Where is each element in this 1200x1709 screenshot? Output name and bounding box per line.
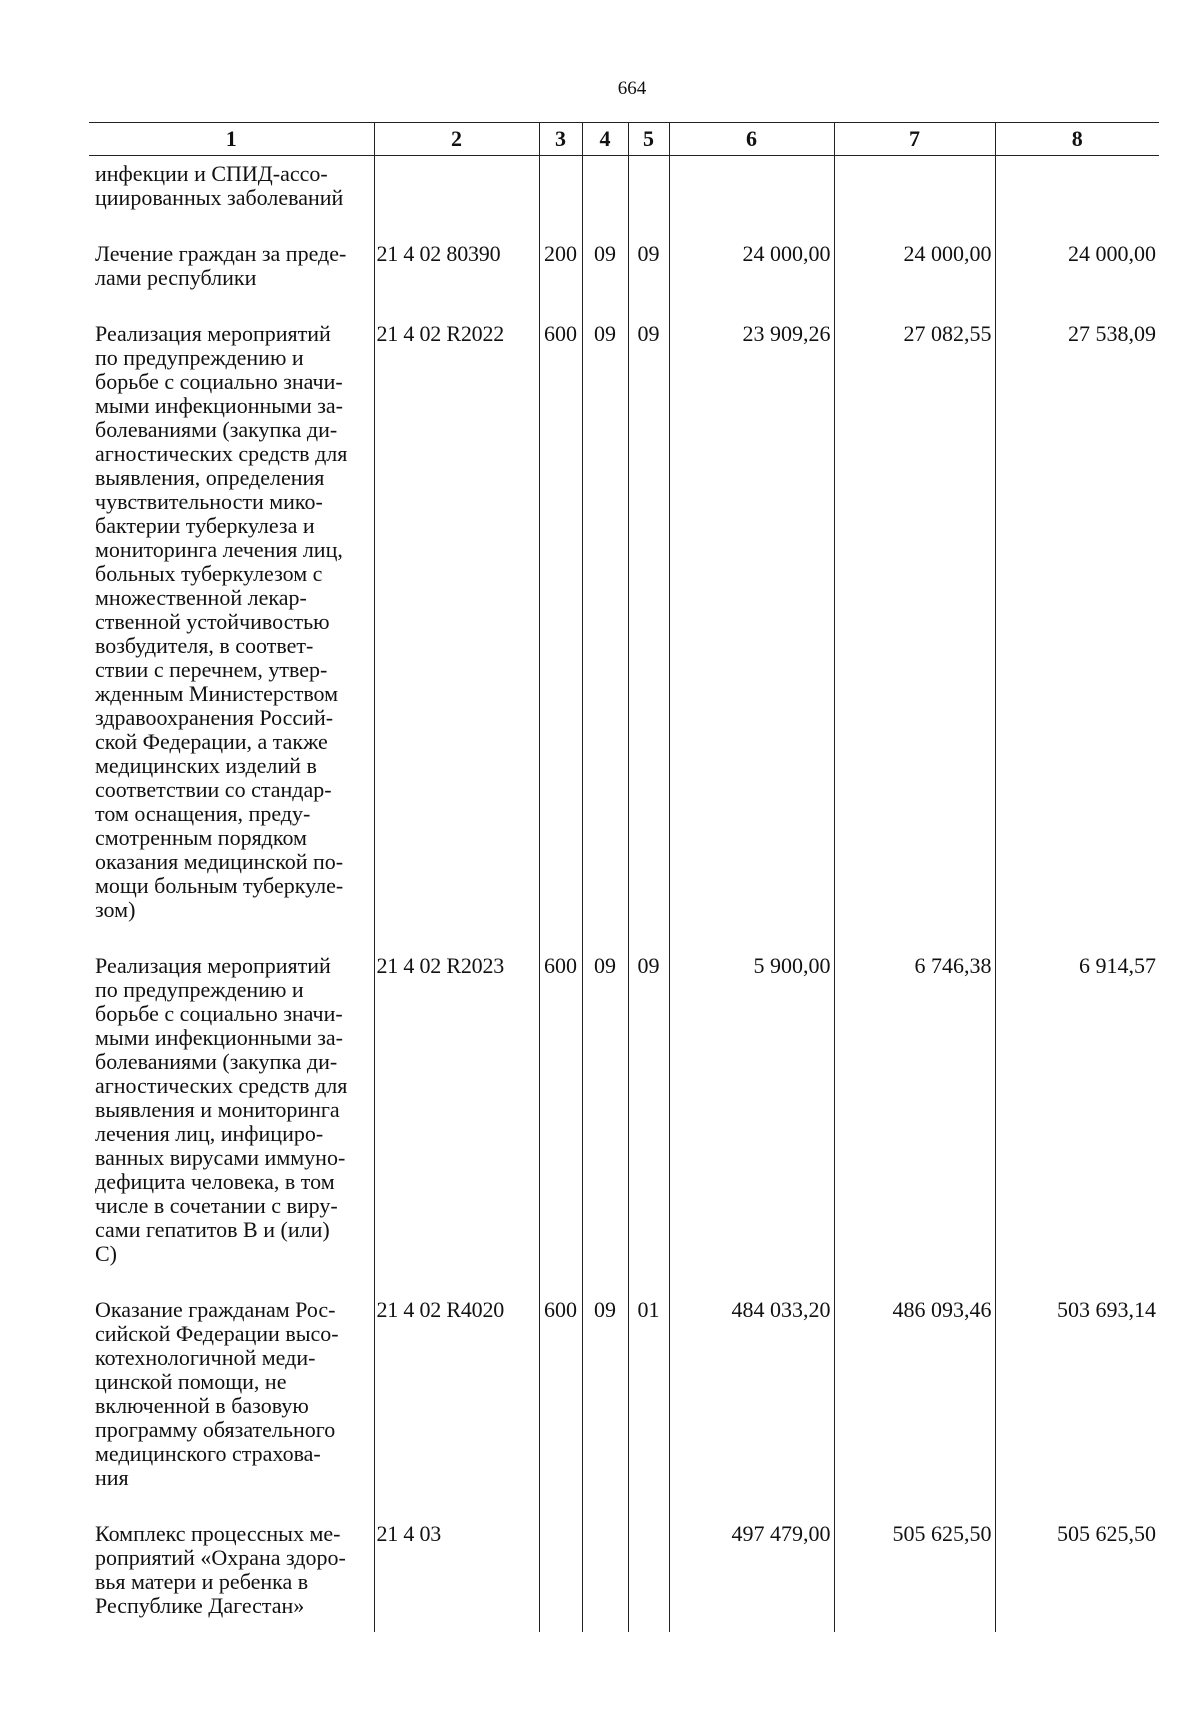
item-name-line: здравоохранения Россий- — [95, 705, 334, 730]
classification-code-cell — [374, 156, 539, 237]
item-name-line: инфекции и СПИД-ассо- — [95, 161, 328, 186]
subsection-cell — [628, 1516, 669, 1632]
amount-column-7-cell: 27 082,55 — [834, 316, 995, 948]
item-name-line: ствии с перечнем, утвер- — [95, 657, 328, 682]
item-name-line: мощи больным туберкуле- — [95, 873, 344, 898]
subsection-cell: 09 — [628, 316, 669, 948]
column-header-2: 2 — [374, 123, 539, 156]
amount-column-8-cell: 503 693,14 — [995, 1292, 1159, 1516]
item-name-line: включенной в базовую — [95, 1393, 309, 1418]
budget-table — [89, 122, 1159, 1632]
item-name-line: чувствительности мико- — [95, 489, 323, 514]
amount-column-8-cell: 27 538,09 — [995, 316, 1159, 948]
classification-code-cell: 21 4 03 — [374, 1516, 539, 1632]
item-name-line: борьбе с социально значи- — [95, 1001, 343, 1026]
item-name-line: Республике Дагестан» — [95, 1593, 305, 1618]
page-number: 664 — [617, 78, 647, 99]
section-cell: 09 — [582, 316, 628, 948]
item-name-line: возбудителя, в соответ- — [95, 633, 314, 658]
expense-type-cell: 200 — [539, 236, 582, 316]
table-header — [89, 123, 1159, 156]
column-header-8: 8 — [995, 123, 1159, 156]
item-name-cell — [89, 156, 374, 237]
item-name-line: вья матери и ребенка в — [95, 1569, 309, 1594]
table-row — [89, 316, 1159, 948]
item-name-line: дефицита человека, в том — [95, 1169, 335, 1194]
item-name-line: бактерии туберкулеза и — [95, 513, 315, 538]
amount-column-6-cell — [669, 156, 834, 237]
classification-code-cell: 21 4 02 R2022 — [374, 316, 539, 948]
amount-column-6-cell: 23 909,26 — [669, 316, 834, 948]
expense-type-cell: 600 — [539, 948, 582, 1292]
subsection-cell — [628, 156, 669, 237]
item-name-line: том оснащения, преду- — [95, 801, 311, 826]
item-name-line: лечения лиц, инфициро- — [95, 1121, 324, 1146]
column-header-5: 5 — [628, 123, 669, 156]
table-row — [89, 1516, 1159, 1632]
expense-type-cell: 600 — [539, 1292, 582, 1516]
amount-column-7-cell: 486 093,46 — [834, 1292, 995, 1516]
item-name-line: циированных заболеваний — [95, 185, 344, 210]
column-header-6: 6 — [669, 123, 834, 156]
item-name-line: зом) — [95, 897, 136, 922]
item-name-line: программу обязательного — [95, 1417, 336, 1442]
item-name-line: множественной лекар- — [95, 585, 307, 610]
section-cell: 09 — [582, 1292, 628, 1516]
item-name-line: Лечение граждан за преде- — [95, 241, 347, 266]
item-name-cell — [89, 1516, 374, 1632]
column-header-4: 4 — [582, 123, 628, 156]
header-row — [89, 123, 1159, 156]
item-name-line: медицинских изделий в — [95, 753, 317, 778]
amount-column-6-cell: 5 900,00 — [669, 948, 834, 1292]
item-name-line: медицинского страхова- — [95, 1441, 321, 1466]
classification-code-cell: 21 4 02 80390 — [374, 236, 539, 316]
item-name-line: сийской Федерации высо- — [95, 1321, 339, 1346]
item-name-line: ния — [95, 1465, 129, 1490]
amount-column-7-cell: 505 625,50 — [834, 1516, 995, 1632]
item-name-line: агностических средств для — [95, 1073, 348, 1098]
table-row — [89, 948, 1159, 1292]
item-name-line: ванных вирусами иммуно- — [95, 1145, 346, 1170]
expense-type-cell — [539, 156, 582, 237]
amount-column-7-cell — [834, 156, 995, 237]
item-name-cell — [89, 948, 374, 1292]
amount-column-6-cell: 484 033,20 — [669, 1292, 834, 1516]
expense-type-cell — [539, 1516, 582, 1632]
item-name-line: Комплекс процессных ме- — [95, 1521, 341, 1546]
item-name-cell — [89, 316, 374, 948]
classification-code-cell: 21 4 02 R4020 — [374, 1292, 539, 1516]
item-name-line: оказания медицинской по- — [95, 849, 344, 874]
amount-column-8-cell: 505 625,50 — [995, 1516, 1159, 1632]
item-name-line: соответствии со стандар- — [95, 777, 332, 802]
item-name-line: котехнологичной меди- — [95, 1345, 316, 1370]
item-name-line: по предупреждению и — [95, 977, 304, 1002]
table-row — [89, 1292, 1159, 1516]
item-name-line: мыми инфекционными за- — [95, 1025, 344, 1050]
item-name-line: борьбе с социально значи- — [95, 369, 343, 394]
column-header-7: 7 — [834, 123, 995, 156]
item-name-line: ственной устойчивостью — [95, 609, 330, 634]
item-name-line: болеваниями (закупка ди- — [95, 1049, 338, 1074]
classification-code-cell: 21 4 02 R2023 — [374, 948, 539, 1292]
item-name-line: выявления и мониторинга — [95, 1097, 340, 1122]
amount-column-8-cell — [995, 156, 1159, 237]
item-name-cell — [89, 1292, 374, 1516]
section-cell: 09 — [582, 948, 628, 1292]
amount-column-6-cell: 497 479,00 — [669, 1516, 834, 1632]
item-name-line: смотренным порядком — [95, 825, 307, 850]
section-cell — [582, 156, 628, 237]
item-name-line: С) — [95, 1241, 117, 1266]
item-name-line: мыми инфекционными за- — [95, 393, 344, 418]
item-name-line: больных туберкулезом с — [95, 561, 323, 586]
amount-column-7-cell: 6 746,38 — [834, 948, 995, 1292]
item-name-line: Реализация мероприятий — [95, 321, 331, 346]
item-name-line: числе в сочетании с виру- — [95, 1193, 338, 1218]
item-name-line: цинской помощи, не — [95, 1369, 287, 1394]
subsection-cell: 01 — [628, 1292, 669, 1516]
item-name-line: болеваниями (закупка ди- — [95, 417, 338, 442]
item-name-line: Оказание гражданам Рос- — [95, 1297, 336, 1322]
amount-column-8-cell: 6 914,57 — [995, 948, 1159, 1292]
item-name-line: роприятий «Охрана здоро- — [95, 1545, 346, 1570]
table-row — [89, 156, 1159, 237]
item-name-line: выявления, определения — [95, 465, 325, 490]
amount-column-8-cell: 24 000,00 — [995, 236, 1159, 316]
section-cell — [582, 1516, 628, 1632]
item-name-line: ской Федерации, а также — [95, 729, 328, 754]
item-name-line: Реализация мероприятий — [95, 953, 331, 978]
item-name-line: по предупреждению и — [95, 345, 304, 370]
item-name-line: агностических средств для — [95, 441, 348, 466]
table-body — [89, 156, 1159, 1633]
item-name-line: жденным Министерством — [95, 681, 339, 706]
amount-column-7-cell: 24 000,00 — [834, 236, 995, 316]
item-name-cell — [89, 236, 374, 316]
section-cell: 09 — [582, 236, 628, 316]
column-header-1: 1 — [89, 123, 374, 156]
item-name-line: сами гепатитов В и (или) — [95, 1217, 330, 1242]
subsection-cell: 09 — [628, 948, 669, 1292]
subsection-cell: 09 — [628, 236, 669, 316]
amount-column-6-cell: 24 000,00 — [669, 236, 834, 316]
table-row — [89, 236, 1159, 316]
item-name-line: лами республики — [95, 265, 257, 290]
expense-type-cell: 600 — [539, 316, 582, 948]
item-name-line: мониторинга лечения лиц, — [95, 537, 343, 562]
column-header-3: 3 — [539, 123, 582, 156]
